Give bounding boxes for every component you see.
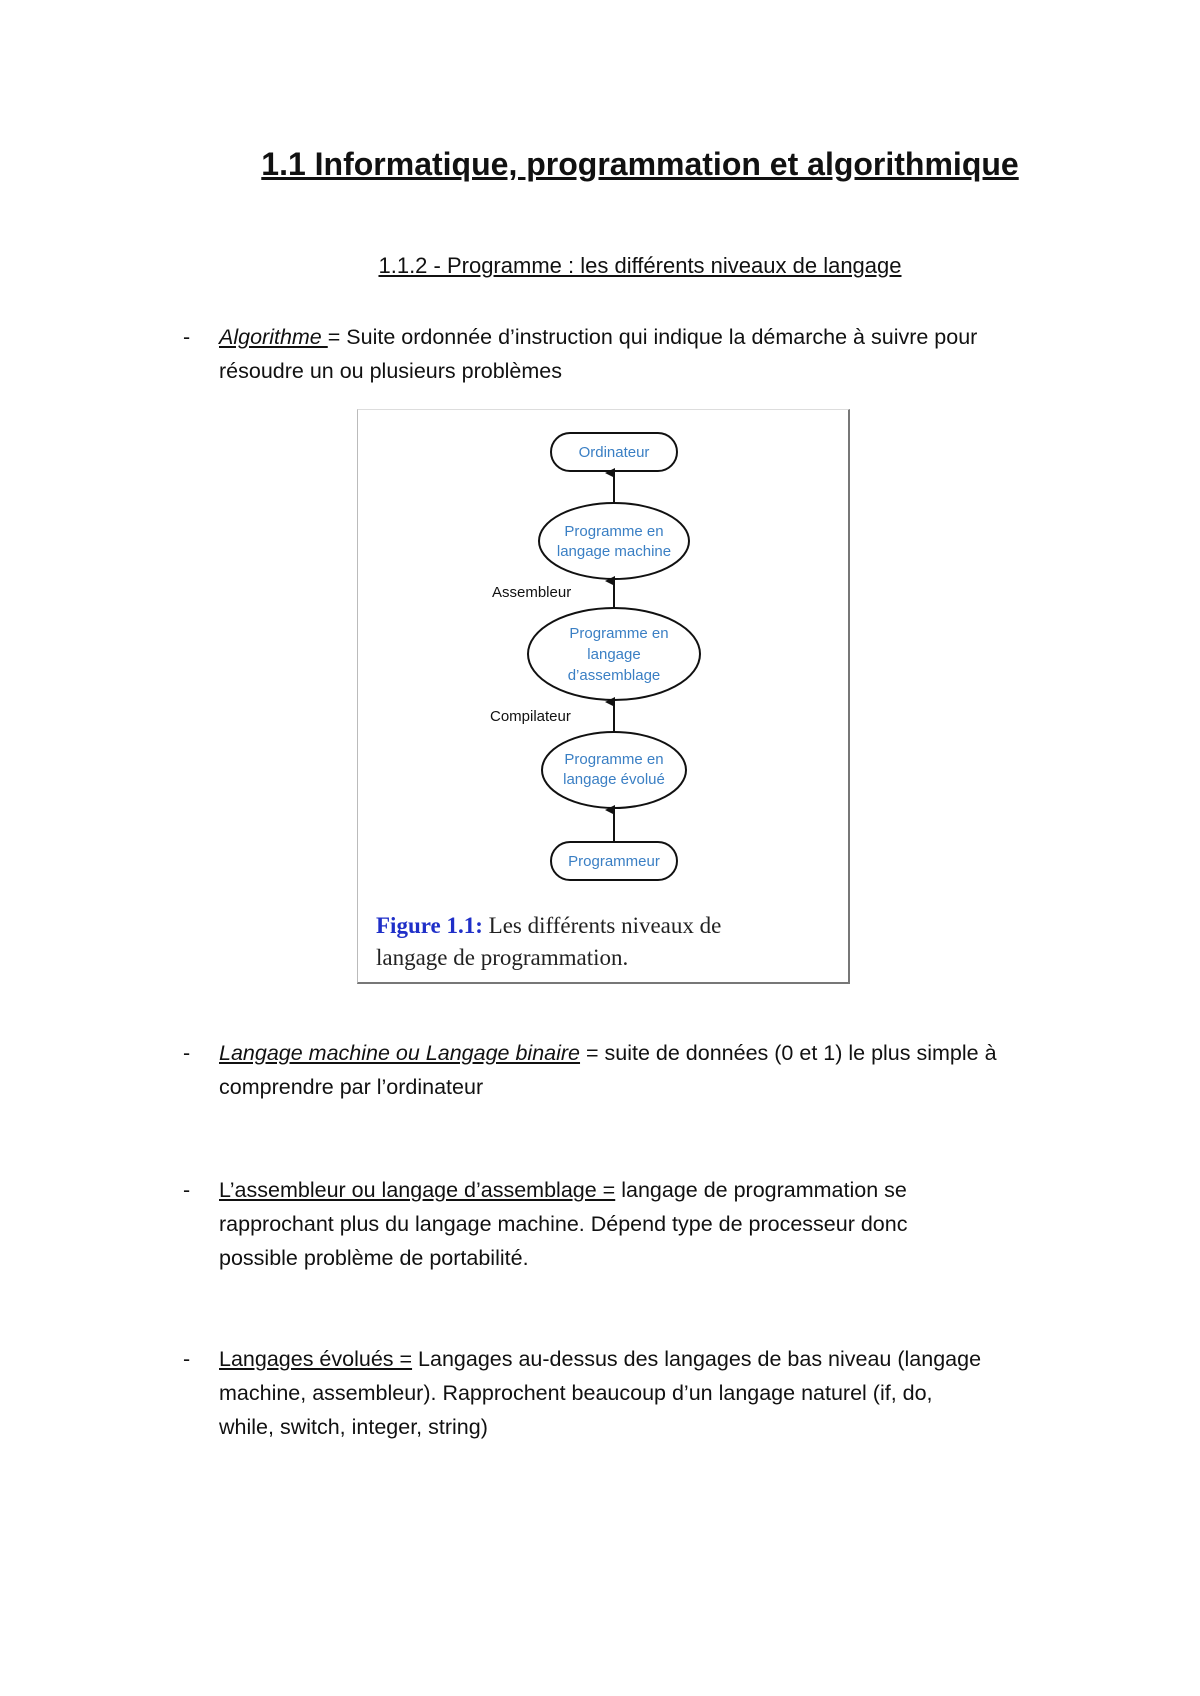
- node-label: Programme en: [569, 625, 669, 642]
- edge-label-compilateur: Compilateur: [490, 708, 571, 725]
- bullet-dash: -: [183, 325, 191, 349]
- definition-line: comprendre par l’ordinateur: [219, 1075, 484, 1099]
- definition-line: langage de programmation se: [615, 1178, 907, 1202]
- node-label: Programmeur: [568, 853, 660, 870]
- term-assembleur: L’assembleur ou langage d’assemblage =: [219, 1178, 616, 1202]
- bullet-text: [219, 320, 1079, 388]
- section-subtitle: 1.1.2 - Programme : les différents niveaux de langage: [378, 253, 902, 278]
- definition-line: possible problème de portabilité.: [219, 1246, 529, 1270]
- node-langage-machine: [539, 503, 689, 579]
- node-label: d’assemblage: [567, 667, 661, 684]
- figure-language-levels: [357, 409, 850, 984]
- definition-line: résoudre un ou plusieurs problèmes: [219, 359, 563, 383]
- bullet-text: [219, 1342, 1079, 1444]
- bullet-dash: -: [183, 1347, 191, 1371]
- node-label: langage machine: [556, 543, 672, 560]
- definition-line: Langages au-dessus des langages de bas niveau (langage: [412, 1347, 982, 1371]
- definition-line: = Suite ordonnée d’instruction qui indique la démarche à suivre pour: [327, 325, 978, 349]
- definition-line: machine, assembleur). Rapprochent beaucoup d’un langage naturel (if, do,: [219, 1381, 933, 1405]
- node-label: Programme en: [564, 751, 664, 768]
- definition-line: = suite de données (0 et 1) le plus simple à: [580, 1041, 997, 1065]
- definition-line: rapprochant plus du langage machine. Dépend type de processeur donc: [219, 1212, 908, 1236]
- bullet-text: [219, 1173, 1079, 1275]
- node-langage-evolue: [542, 732, 686, 808]
- bullet-text: [219, 1036, 1079, 1104]
- definition-line: while, switch, integer, string): [219, 1415, 488, 1439]
- figure-label: Figure 1.1:: [376, 913, 483, 938]
- node-label: langage évolué: [563, 771, 665, 788]
- node-label: langage: [587, 646, 641, 663]
- bullet-dash: -: [183, 1178, 191, 1202]
- bullet-dash: -: [183, 1041, 191, 1065]
- language-levels-diagram: [358, 410, 848, 982]
- caption-text: Les différents niveaux de: [482, 913, 722, 938]
- term-algorithme: Algorithme: [219, 325, 328, 349]
- page-title: 1.1 Informatique, programmation et algorithmique: [261, 146, 1019, 182]
- term-langage-machine: Langage machine ou Langage binaire: [219, 1041, 581, 1065]
- term-langages-evolues: Langages évolués =: [219, 1347, 413, 1371]
- caption-text: langage de programmation.: [376, 945, 629, 970]
- edge-label-assembleur: Assembleur: [492, 584, 572, 601]
- node-label: Ordinateur: [578, 444, 650, 461]
- node-label: Programme en: [564, 523, 664, 540]
- figure-caption: [376, 910, 836, 974]
